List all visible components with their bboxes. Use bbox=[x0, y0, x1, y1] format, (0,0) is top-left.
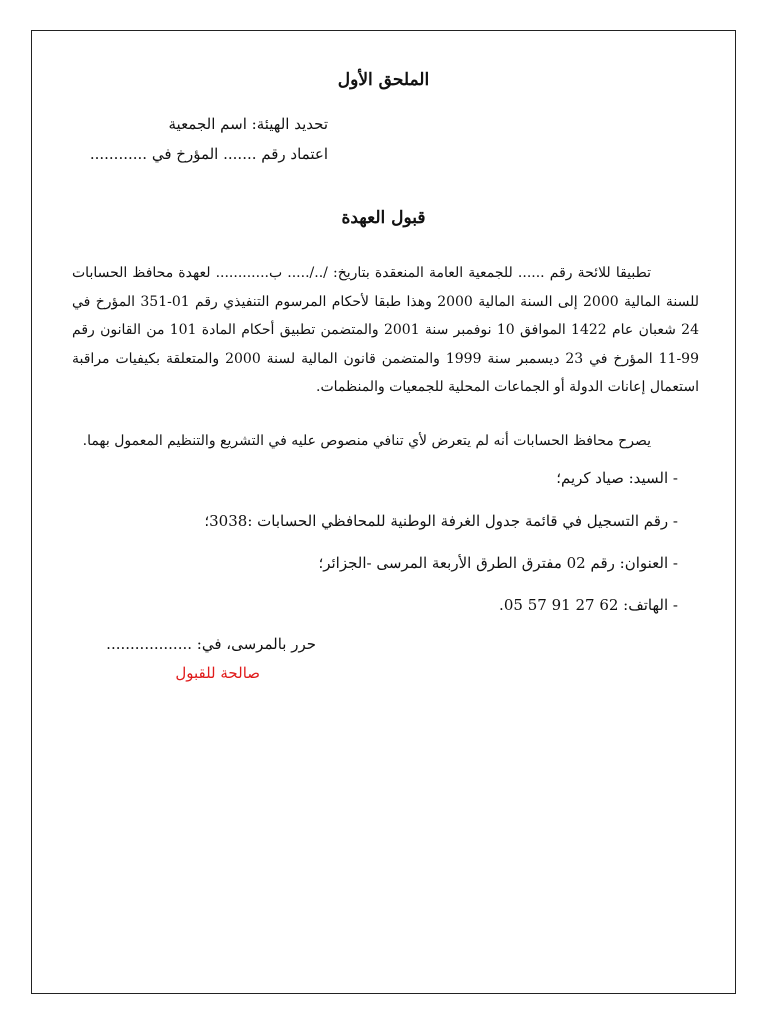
phone-item: - الهاتف: 62 27 91 57 05. bbox=[499, 596, 678, 614]
section-title: قبول العهدة bbox=[341, 208, 426, 228]
registration-number-item: - رقم التسجيل في قائمة جدول الغرفة الوطنية للمحافظي الحسابات :3038؛ bbox=[204, 512, 678, 530]
paragraph-mandate bbox=[72, 259, 699, 402]
signed-at-line: حرر بالمرسى، في: .................. bbox=[106, 635, 316, 653]
address-item: - العنوان: رقم 02 مفترق الطرق الأربعة المرسى -الجزائر؛ bbox=[318, 554, 678, 572]
organization-line: تحديد الهيئة: اسم الجمعية bbox=[168, 115, 328, 133]
paragraph-declaration-text: يصرح محافظ الحسابات أنه لم يتعرض لأي تنافي منصوص عليه في التشريع والتنظيم المعمول بهما. bbox=[82, 433, 651, 449]
annex-title: الملحق الأول bbox=[337, 70, 430, 90]
paragraph-mandate-text: تطبيقا للائحة رقم ...... للجمعية العامة المنعقدة بتاريخ: /../..... ب............ لعهدة محافظ الحسابات للسنة المالية 2000 إلى السنة المالية 2000 وهذا طبقا لأحكام المرسوم التنفيذي رقم 01-351 المؤرخ في 24 شعبان عام 1422 الموافق 10 نوفمبر سنة 2001 والمتضمن تطبيق أحكام المادة 101 من القانون رقم 99-11 المؤرخ في 23 ديسمبر سنة 1999 والمتضمن قانون المالية لسنة 2000 والمتعلقة بكيفيات مراقبة استعمال إعانات الدولة أو الجماعات المحلية للجمعيات والمنظمات. bbox=[72, 265, 700, 395]
paragraph-declaration bbox=[72, 427, 699, 456]
auditor-name-item: - السيد: صياد كريم؛ bbox=[556, 469, 678, 487]
acceptance-note: صالحة للقبول bbox=[175, 664, 260, 682]
approval-number-line: اعتماد رقم ....... المؤرخ في ............ bbox=[89, 145, 328, 163]
